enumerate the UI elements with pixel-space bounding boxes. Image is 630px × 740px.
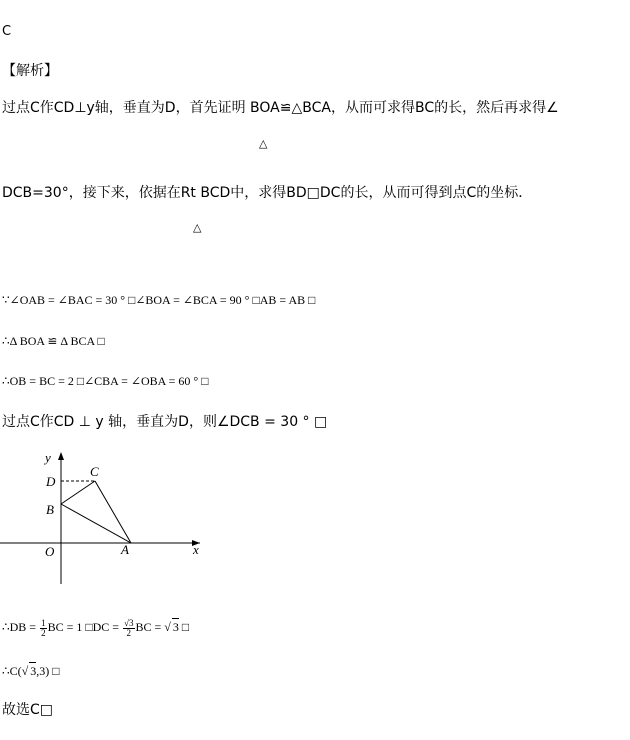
conclusion-text: 故选C□ <box>2 702 54 718</box>
fraction-numerator: √3 <box>124 617 134 628</box>
sqrt-radicand: 3 <box>172 620 179 634</box>
solution-step-2: ∴Δ BOA ≌ Δ BCA □ <box>2 334 105 348</box>
step5-prefix: ∴DB = <box>2 620 40 634</box>
segment-ba <box>61 504 131 543</box>
answer-text: C <box>2 24 12 39</box>
triangle-mark-1: △ <box>259 137 268 150</box>
label-x: x <box>193 542 199 557</box>
fraction-denominator: 2 <box>126 627 132 638</box>
step6-prefix: ∴C( <box>2 664 22 678</box>
solution-step-3: ∴OB = BC = 2 □∠CBA = ∠OBA = 60 ° □ <box>2 374 209 388</box>
solution-step-6: ∴C(√ 3,3) □ <box>2 664 60 678</box>
section-title: 【解析】 <box>2 63 58 79</box>
y-axis-arrow <box>58 452 64 460</box>
fraction-numerator: 1 <box>41 617 46 628</box>
label-c: C <box>90 464 99 479</box>
sqrt-radicand: 3 <box>30 664 37 678</box>
step5-suffix: □ <box>178 620 190 634</box>
segment-bc <box>61 481 95 504</box>
step5-mid2: BC = <box>135 620 165 634</box>
fraction-denominator: 2 <box>41 627 46 638</box>
analysis-line-1: 过点C作CD⊥y轴，垂直为D，首先证明 BOA≌△BCA，从而可求得BC的长，然后再求得∠ <box>2 100 559 116</box>
label-a: A <box>121 542 129 557</box>
solution-step-1: ∵∠OAB = ∠BAC = 30 ° □∠BOA = ∠BCA = 90 ° □AB = AB □ <box>2 293 316 307</box>
label-o: O <box>45 544 55 559</box>
label-y: y <box>45 450 51 465</box>
step5-mid: BC = 1 □DC = <box>47 620 123 634</box>
coordinate-figure <box>0 448 210 590</box>
triangle-mark-2: △ <box>193 221 202 234</box>
label-d: D <box>46 474 56 489</box>
solution-step-5: ∴DB = $\frac{1}{2}$ BC = 1 □DC = $\frac{√3}{2}$ BC = √ 3 □ <box>2 617 190 638</box>
solution-step-4: 过点C作CD ⊥ y 轴，垂直为D，则∠DCB = 30 ° □ <box>2 414 328 430</box>
analysis-line-2: DCB=30°，接下来，依据在Rt BCD中，求得BD□DC的长，从而可得到点C的坐标． <box>2 185 533 201</box>
fraction-root3-half <box>123 619 134 638</box>
step6-suffix: ,3) □ <box>36 664 60 678</box>
fraction-one-half <box>40 619 47 638</box>
segment-ca <box>95 481 131 543</box>
label-b: B <box>46 502 54 517</box>
